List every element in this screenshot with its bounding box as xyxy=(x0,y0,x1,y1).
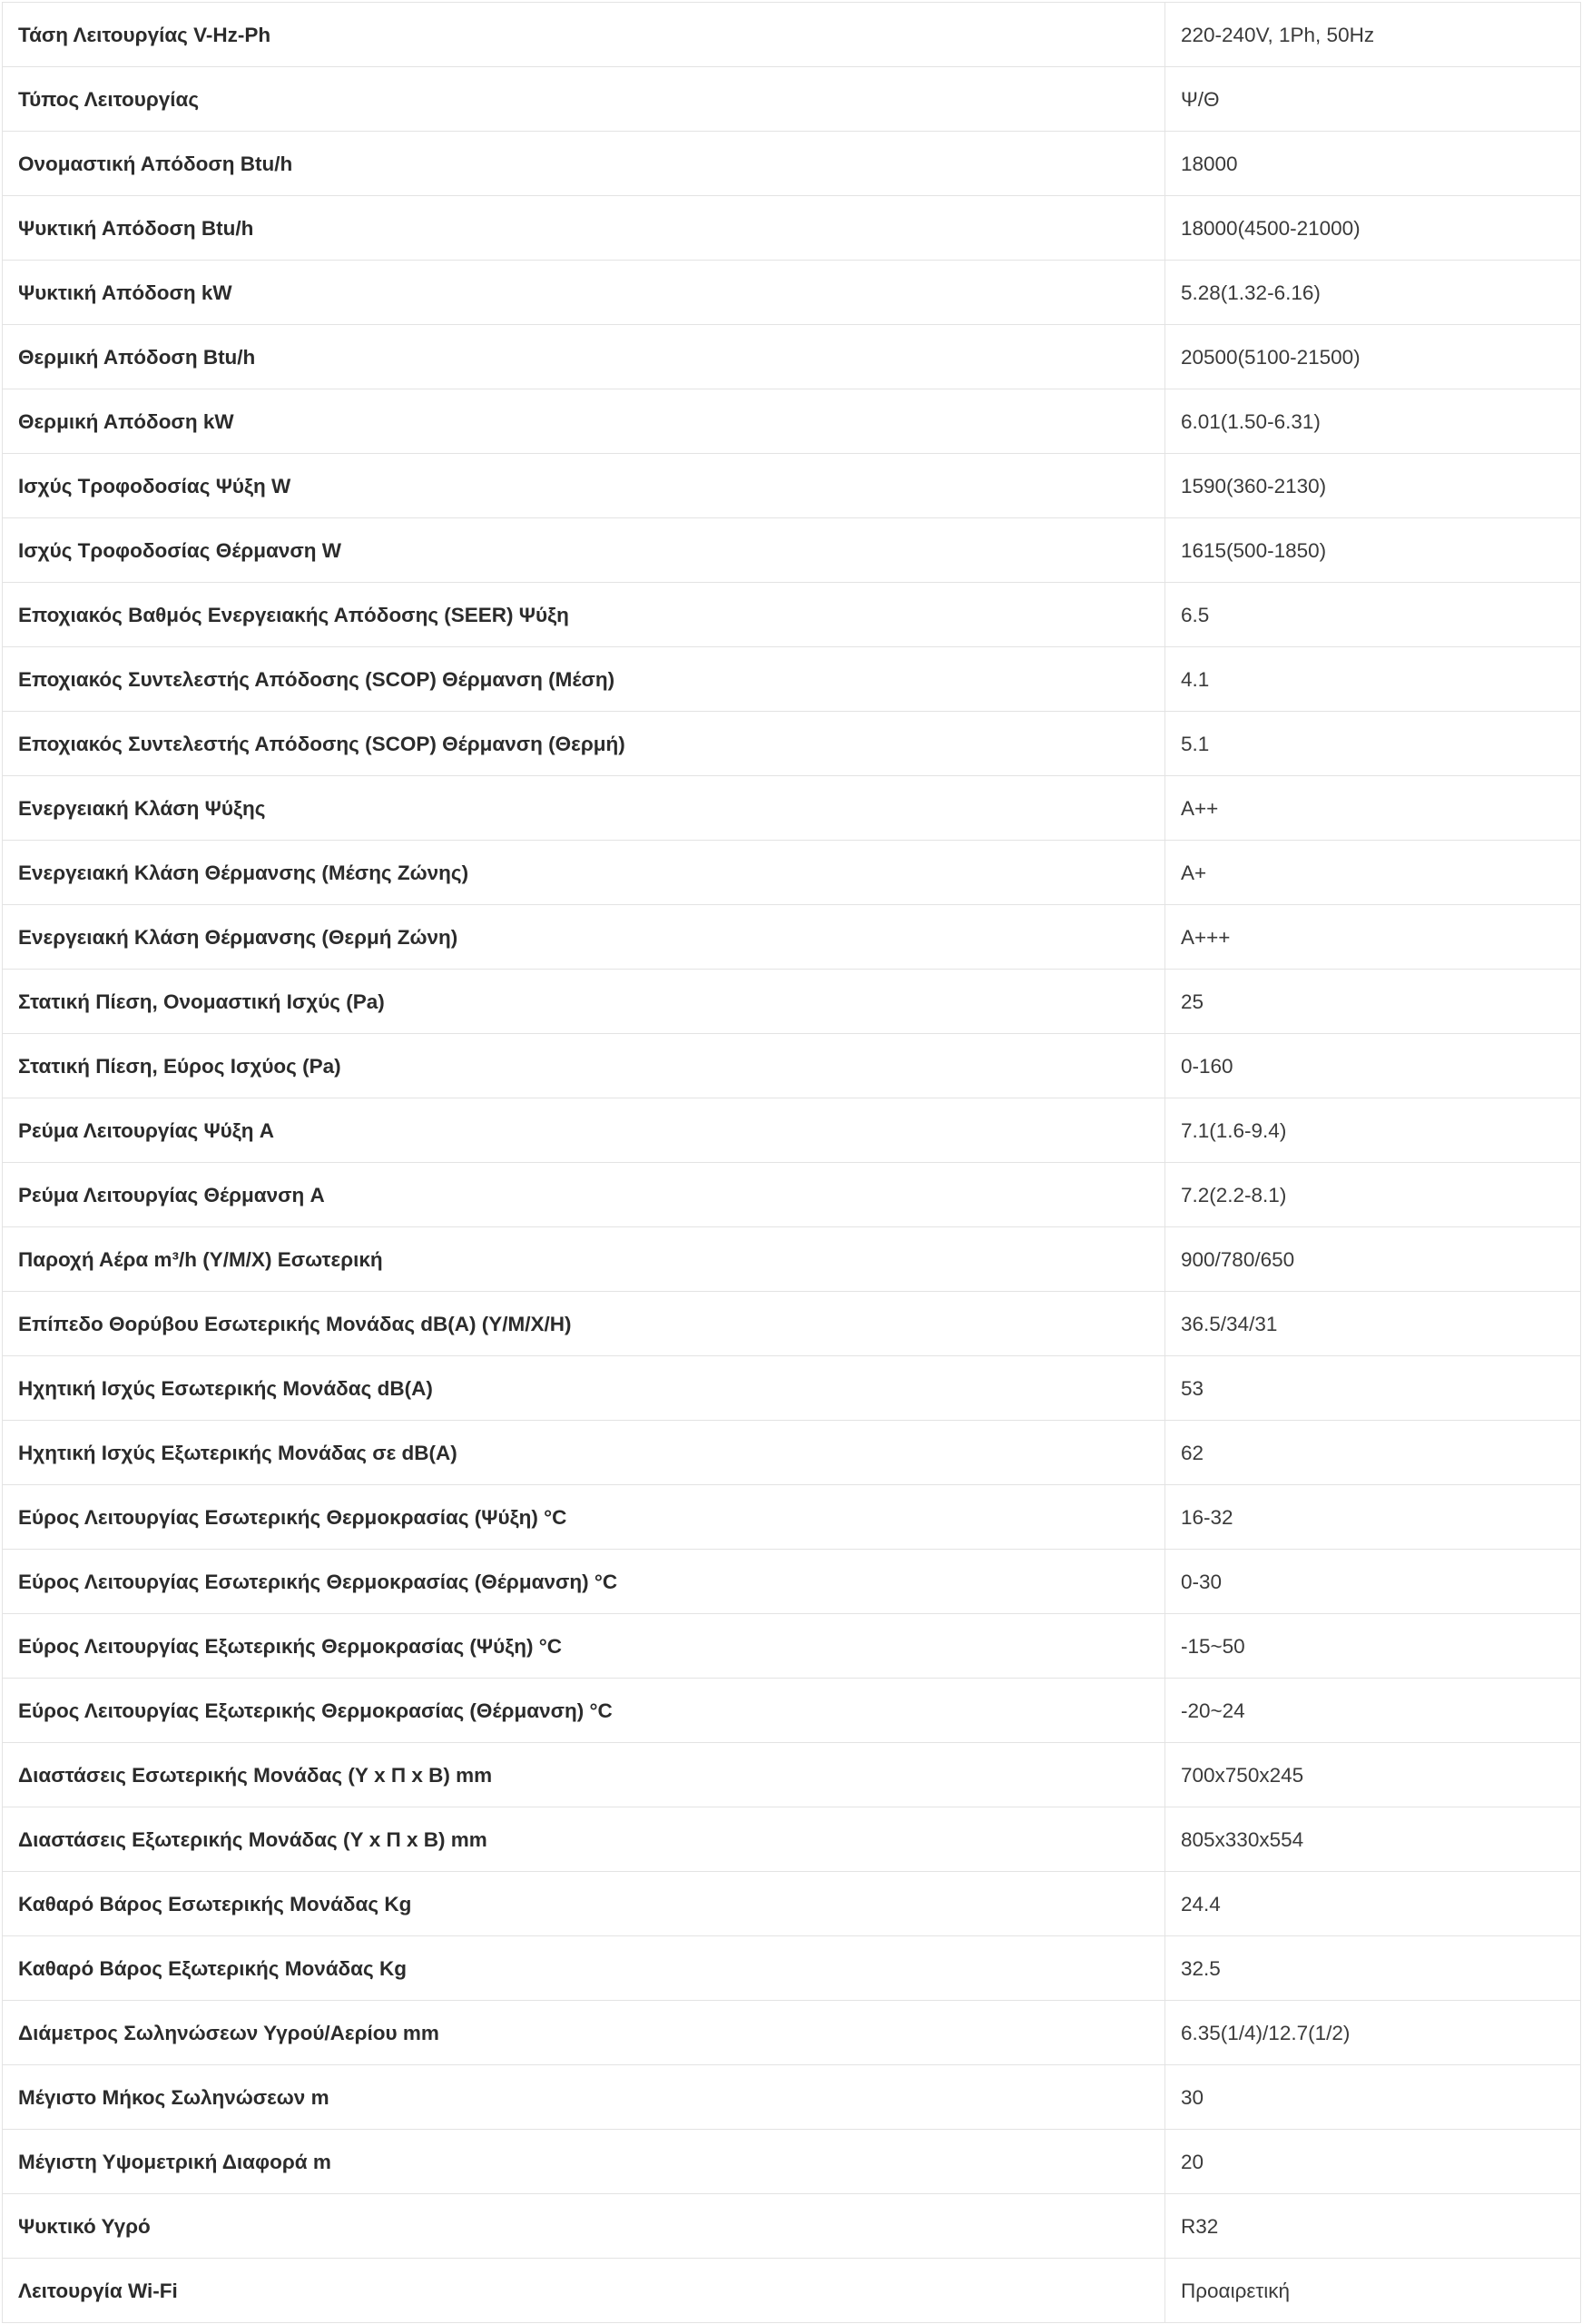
spec-row xyxy=(3,1034,1581,1098)
spec-row xyxy=(3,841,1581,905)
spec-value: A+ xyxy=(1165,841,1581,905)
spec-value: 16-32 xyxy=(1165,1485,1581,1550)
spec-label: Διαστάσεις Εσωτερικής Μονάδας (Υ x Π x Β) mm xyxy=(3,1743,1165,1807)
spec-row xyxy=(3,970,1581,1034)
spec-value: R32 xyxy=(1165,2194,1581,2259)
spec-row xyxy=(3,2259,1581,2323)
spec-value: 7.1(1.6-9.4) xyxy=(1165,1098,1581,1163)
spec-value: 6.01(1.50-6.31) xyxy=(1165,389,1581,454)
spec-row xyxy=(3,2194,1581,2259)
spec-row xyxy=(3,647,1581,712)
spec-row xyxy=(3,905,1581,970)
spec-label: Καθαρό Βάρος Εσωτερικής Μονάδας Kg xyxy=(3,1872,1165,1936)
spec-value: 25 xyxy=(1165,970,1581,1034)
spec-label: Διάμετρος Σωληνώσεων Υγρού/Αερίου mm xyxy=(3,2001,1165,2065)
spec-label: Ενεργειακή Κλάση Ψύξης xyxy=(3,776,1165,841)
spec-label: Ηχητική Ισχύς Εξωτερικής Μονάδας σε dB(A) xyxy=(3,1421,1165,1485)
spec-value: 220-240V, 1Ph, 50Hz xyxy=(1165,3,1581,67)
spec-label: Καθαρό Βάρος Εξωτερικής Μονάδας Kg xyxy=(3,1936,1165,2001)
spec-value: 7.2(2.2-8.1) xyxy=(1165,1163,1581,1227)
spec-row xyxy=(3,261,1581,325)
spec-value: 32.5 xyxy=(1165,1936,1581,2001)
spec-label: Τάση Λειτουργίας V-Hz-Ph xyxy=(3,3,1165,67)
spec-row xyxy=(3,454,1581,518)
spec-row xyxy=(3,196,1581,261)
spec-value: 0-160 xyxy=(1165,1034,1581,1098)
spec-row xyxy=(3,2065,1581,2130)
spec-value: 6.35(1/4)/12.7(1/2) xyxy=(1165,2001,1581,2065)
spec-row xyxy=(3,1679,1581,1743)
spec-row xyxy=(3,518,1581,583)
spec-row xyxy=(3,1356,1581,1421)
spec-value: 5.1 xyxy=(1165,712,1581,776)
spec-row xyxy=(3,132,1581,196)
spec-label: Στατική Πίεση, Εύρος Ισχύος (Pa) xyxy=(3,1034,1165,1098)
spec-label: Θερμική Απόδοση kW xyxy=(3,389,1165,454)
spec-row xyxy=(3,1421,1581,1485)
spec-label: Διαστάσεις Εξωτερικής Μονάδας (Υ x Π x Β) mm xyxy=(3,1807,1165,1872)
spec-label: Ρεύμα Λειτουργίας Ψύξη A xyxy=(3,1098,1165,1163)
spec-value: 18000(4500-21000) xyxy=(1165,196,1581,261)
spec-value: 36.5/34/31 xyxy=(1165,1292,1581,1356)
spec-value: 1615(500-1850) xyxy=(1165,518,1581,583)
spec-row xyxy=(3,2130,1581,2194)
spec-label: Ονομαστική Απόδοση Btu/h xyxy=(3,132,1165,196)
spec-value: -20~24 xyxy=(1165,1679,1581,1743)
spec-row xyxy=(3,776,1581,841)
spec-label: Εποχιακός Βαθμός Ενεργειακής Απόδοσης (SEER) Ψύξη xyxy=(3,583,1165,647)
spec-row xyxy=(3,1614,1581,1679)
spec-value: 900/780/650 xyxy=(1165,1227,1581,1292)
spec-row xyxy=(3,1743,1581,1807)
spec-label: Μέγιστο Μήκος Σωληνώσεων m xyxy=(3,2065,1165,2130)
spec-value: 53 xyxy=(1165,1356,1581,1421)
spec-value: 24.4 xyxy=(1165,1872,1581,1936)
spec-label: Ενεργειακή Κλάση Θέρμανσης (Θερμή Ζώνη) xyxy=(3,905,1165,970)
spec-label: Θερμική Απόδοση Btu/h xyxy=(3,325,1165,389)
spec-label: Ενεργειακή Κλάση Θέρμανσης (Μέσης Ζώνης) xyxy=(3,841,1165,905)
spec-label: Εποχιακός Συντελεστής Απόδοσης (SCOP) Θέρμανση (Μέση) xyxy=(3,647,1165,712)
spec-label: Εύρος Λειτουργίας Εσωτερικής Θερμοκρασίας (Ψύξη) °C xyxy=(3,1485,1165,1550)
spec-row xyxy=(3,1807,1581,1872)
spec-label: Ισχύς Τροφοδοσίας Θέρμανση W xyxy=(3,518,1165,583)
spec-value: Προαιρετική xyxy=(1165,2259,1581,2323)
spec-row xyxy=(3,1163,1581,1227)
spec-row xyxy=(3,2001,1581,2065)
spec-row xyxy=(3,325,1581,389)
spec-row xyxy=(3,3,1581,67)
spec-value: A++ xyxy=(1165,776,1581,841)
spec-value: 20500(5100-21500) xyxy=(1165,325,1581,389)
spec-row xyxy=(3,389,1581,454)
spec-value: 20 xyxy=(1165,2130,1581,2194)
spec-value: 4.1 xyxy=(1165,647,1581,712)
spec-label: Παροχή Αέρα m³/h (Υ/Μ/Χ) Εσωτερική xyxy=(3,1227,1165,1292)
spec-value: 6.5 xyxy=(1165,583,1581,647)
spec-value: -15~50 xyxy=(1165,1614,1581,1679)
spec-label: Ισχύς Τροφοδοσίας Ψύξη W xyxy=(3,454,1165,518)
spec-value: 805x330x554 xyxy=(1165,1807,1581,1872)
spec-value: 1590(360-2130) xyxy=(1165,454,1581,518)
spec-row xyxy=(3,1485,1581,1550)
specifications-table-body xyxy=(3,3,1581,2323)
spec-label: Ψυκτική Απόδοση kW xyxy=(3,261,1165,325)
spec-row xyxy=(3,1292,1581,1356)
spec-label: Εύρος Λειτουργίας Εξωτερικής Θερμοκρασίας (Ψύξη) °C xyxy=(3,1614,1165,1679)
spec-value: 0-30 xyxy=(1165,1550,1581,1614)
spec-row xyxy=(3,1936,1581,2001)
spec-row xyxy=(3,67,1581,132)
spec-label: Εποχιακός Συντελεστής Απόδοσης (SCOP) Θέρμανση (Θερμή) xyxy=(3,712,1165,776)
spec-row xyxy=(3,1872,1581,1936)
spec-label: Τύπος Λειτουργίας xyxy=(3,67,1165,132)
spec-row xyxy=(3,583,1581,647)
spec-value: 30 xyxy=(1165,2065,1581,2130)
spec-label: Στατική Πίεση, Ονομαστική Ισχύς (Pa) xyxy=(3,970,1165,1034)
spec-label: Επίπεδο Θορύβου Εσωτερικής Μονάδας dB(A) (Y/M/X/H) xyxy=(3,1292,1165,1356)
spec-row xyxy=(3,1098,1581,1163)
spec-label: Εύρος Λειτουργίας Εσωτερικής Θερμοκρασίας (Θέρμανση) °C xyxy=(3,1550,1165,1614)
spec-row xyxy=(3,1550,1581,1614)
spec-value: 18000 xyxy=(1165,132,1581,196)
spec-row xyxy=(3,712,1581,776)
spec-label: Ψυκτικό Υγρό xyxy=(3,2194,1165,2259)
spec-label: Ψυκτική Απόδοση Btu/h xyxy=(3,196,1165,261)
spec-label: Μέγιστη Υψομετρική Διαφορά m xyxy=(3,2130,1165,2194)
spec-label: Λειτουργία Wi-Fi xyxy=(3,2259,1165,2323)
spec-value: 62 xyxy=(1165,1421,1581,1485)
spec-row xyxy=(3,1227,1581,1292)
spec-value: Ψ/Θ xyxy=(1165,67,1581,132)
spec-label: Εύρος Λειτουργίας Εξωτερικής Θερμοκρασίας (Θέρμανση) °C xyxy=(3,1679,1165,1743)
specifications-table xyxy=(2,2,1581,2323)
spec-value: 5.28(1.32-6.16) xyxy=(1165,261,1581,325)
spec-label: Ρεύμα Λειτουργίας Θέρμανση A xyxy=(3,1163,1165,1227)
spec-value: 700x750x245 xyxy=(1165,1743,1581,1807)
spec-value: A+++ xyxy=(1165,905,1581,970)
spec-label: Ηχητική Ισχύς Εσωτερικής Μονάδας dB(A) xyxy=(3,1356,1165,1421)
